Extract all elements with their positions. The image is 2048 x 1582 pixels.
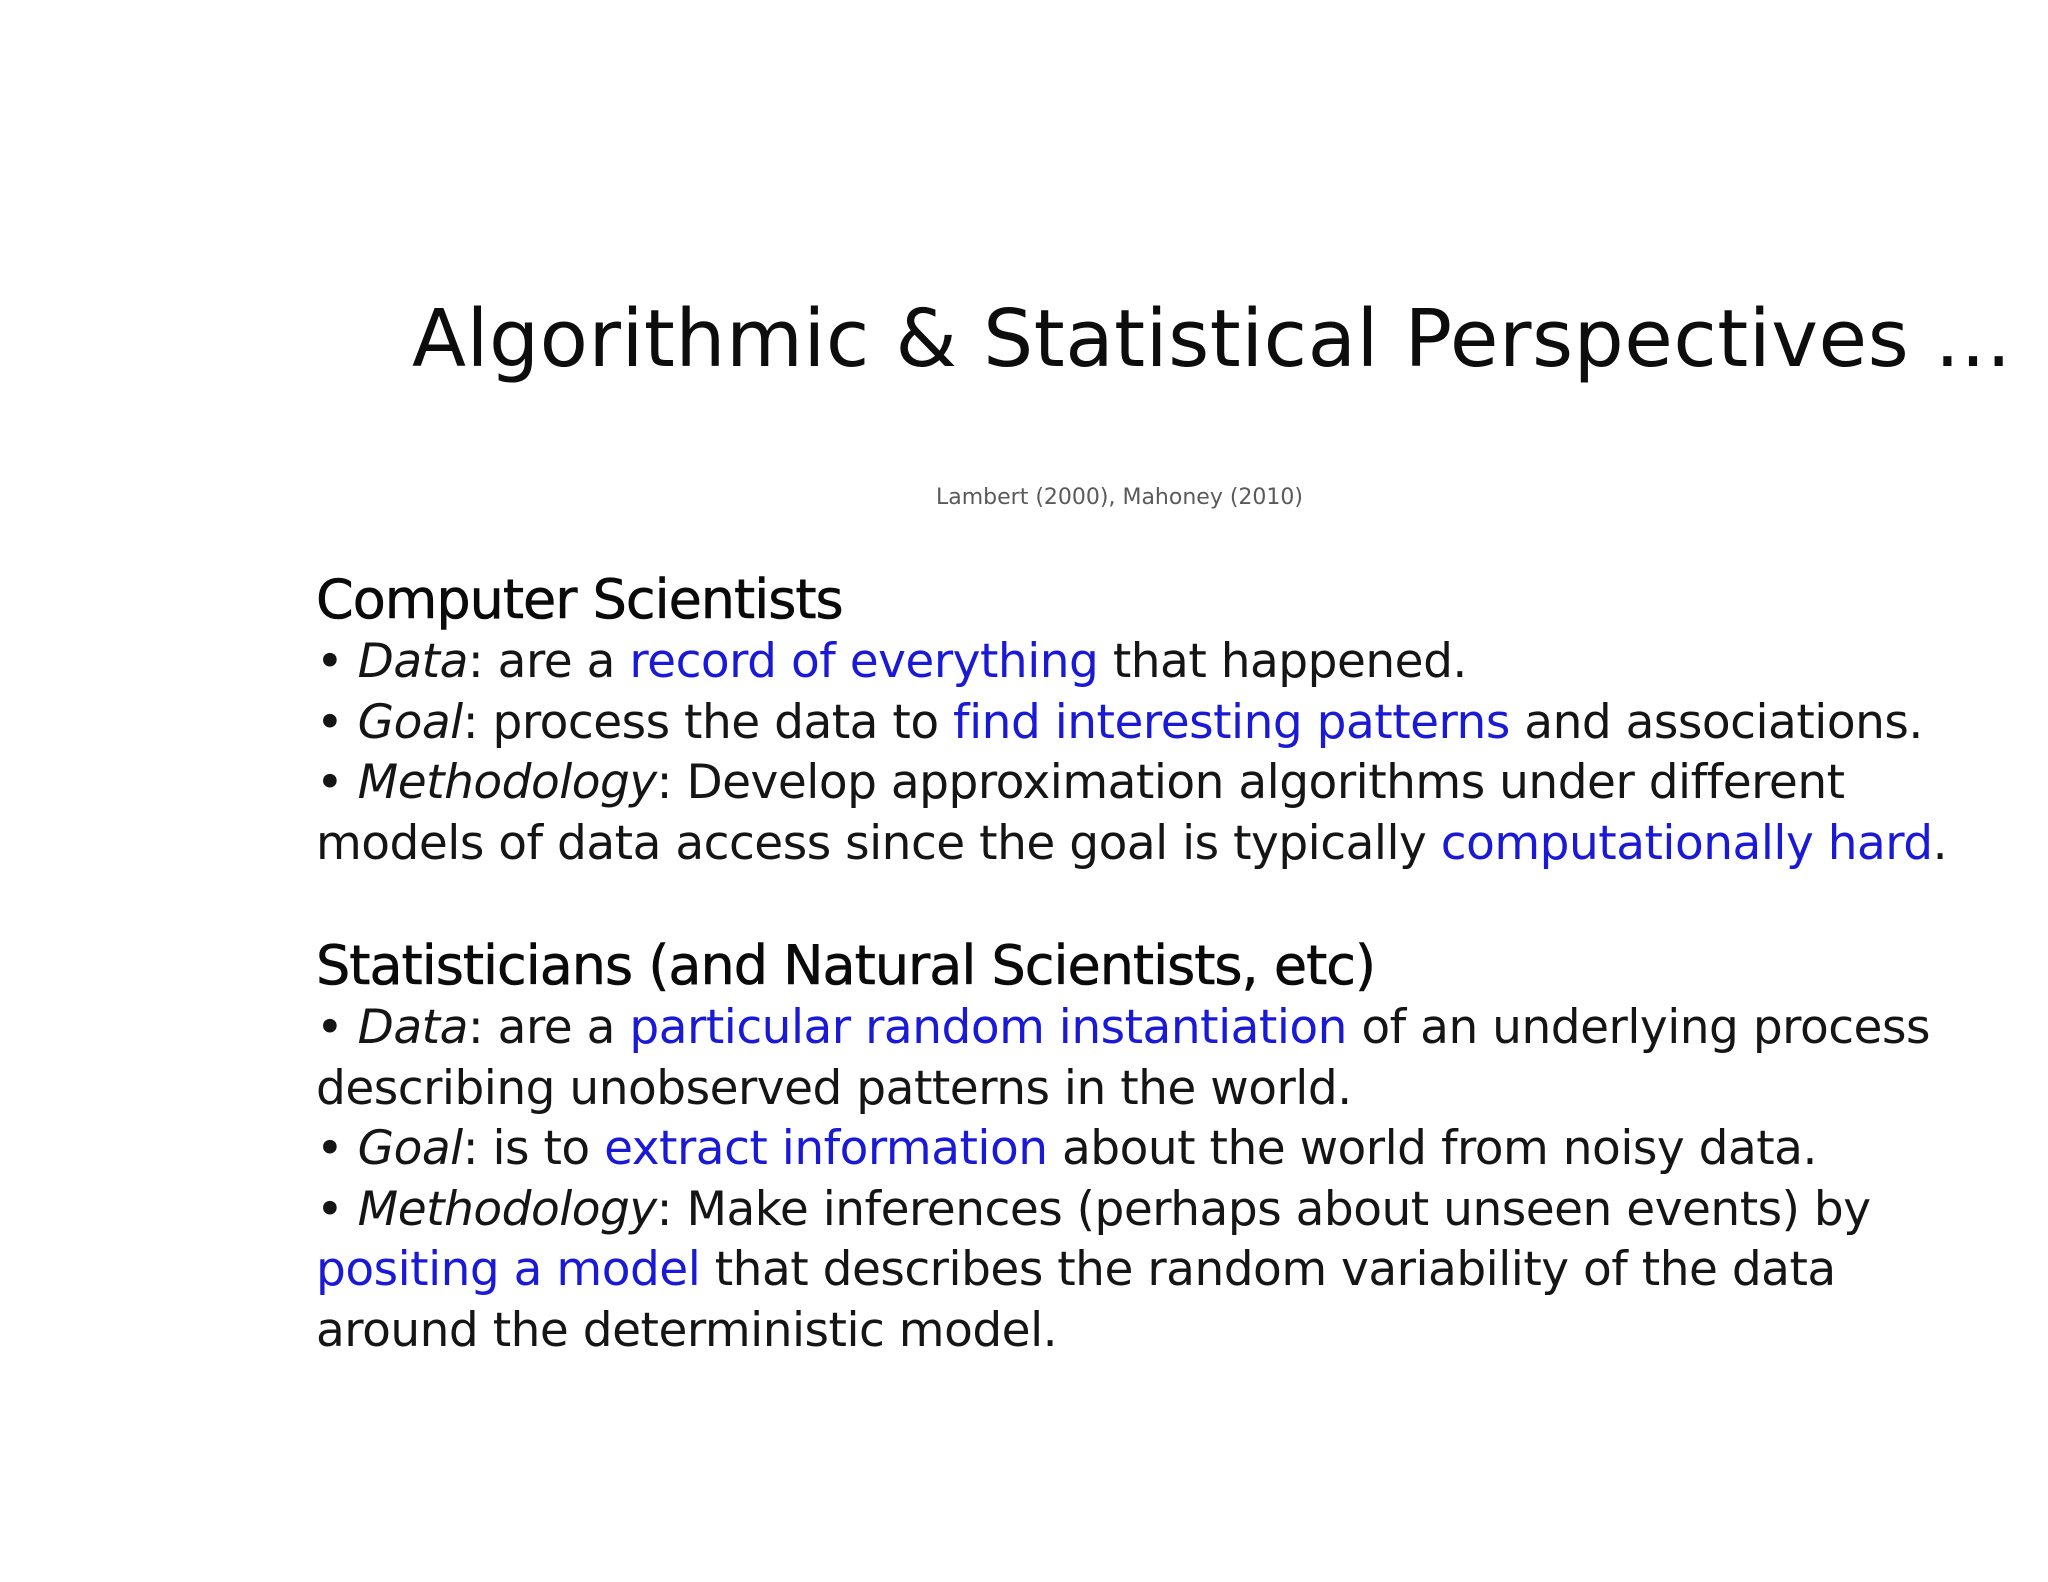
bullet-term: Methodology <box>357 755 657 810</box>
section-body <box>316 632 1976 874</box>
bullet-mark: • <box>316 1121 358 1176</box>
bullet-text: : are a <box>467 1000 630 1055</box>
bullet-term: Goal <box>357 694 463 750</box>
highlight-text: find interesting patterns <box>953 694 1510 750</box>
highlight-text: positing a model <box>316 1242 701 1297</box>
bullet-data <box>316 998 1976 1119</box>
section-heading: Computer Scientists <box>316 568 843 631</box>
bullet-mark: • <box>316 755 358 810</box>
bullet-text: : process the data to <box>462 694 954 750</box>
slide-title: Algorithmic & Statistical Perspectives ... <box>412 293 2012 385</box>
highlight-text: particular random instantiation <box>629 1000 1347 1055</box>
bullet-term: Data <box>357 1000 468 1055</box>
bullet-mark: • <box>316 634 358 689</box>
bullet-goal <box>316 693 1976 754</box>
bullet-text: that describes the random variability of the data around the deterministic model. <box>316 1242 1836 1358</box>
bullet-text: and associations. <box>1509 694 1923 750</box>
bullet-text: : Make inferences (perhaps about unseen events) by <box>656 1181 1871 1237</box>
highlight-text: extract information <box>604 1121 1048 1176</box>
citation: Lambert (2000), Mahoney (2010) <box>936 485 1303 510</box>
bullet-mark: • <box>316 694 358 750</box>
bullet-text: that happened. <box>1098 634 1467 689</box>
highlight-text: record of everything <box>629 634 1099 689</box>
bullet-text: : Develop approximation algorithms under different models of data access since the goal is typically <box>316 755 1845 871</box>
bullet-term: Goal <box>357 1121 463 1176</box>
highlight-text: computationally hard <box>1440 815 1933 871</box>
bullet-text: about the world from noisy data. <box>1047 1121 1817 1176</box>
bullet-methodology <box>316 753 1976 874</box>
bullet-goal <box>316 1119 1976 1180</box>
section-statisticians <box>316 934 1976 1361</box>
bullet-text: : is to <box>462 1121 605 1176</box>
bullet-term: Methodology <box>357 1181 657 1237</box>
bullet-text: of an underlying process describing unobserved patterns in the world. <box>316 1000 1930 1116</box>
bullet-methodology <box>316 1180 1976 1362</box>
bullet-mark: • <box>316 1000 358 1055</box>
bullet-term: Data <box>357 634 468 689</box>
section-heading: Statisticians (and Natural Scientists, etc) <box>316 934 1376 997</box>
bullet-mark: • <box>316 1181 358 1237</box>
section-computer-scientists <box>316 568 1976 874</box>
bullet-text: : are a <box>467 634 630 689</box>
section-body <box>316 998 1976 1361</box>
bullet-data <box>316 632 1976 693</box>
bullet-text: . <box>1932 815 1948 871</box>
